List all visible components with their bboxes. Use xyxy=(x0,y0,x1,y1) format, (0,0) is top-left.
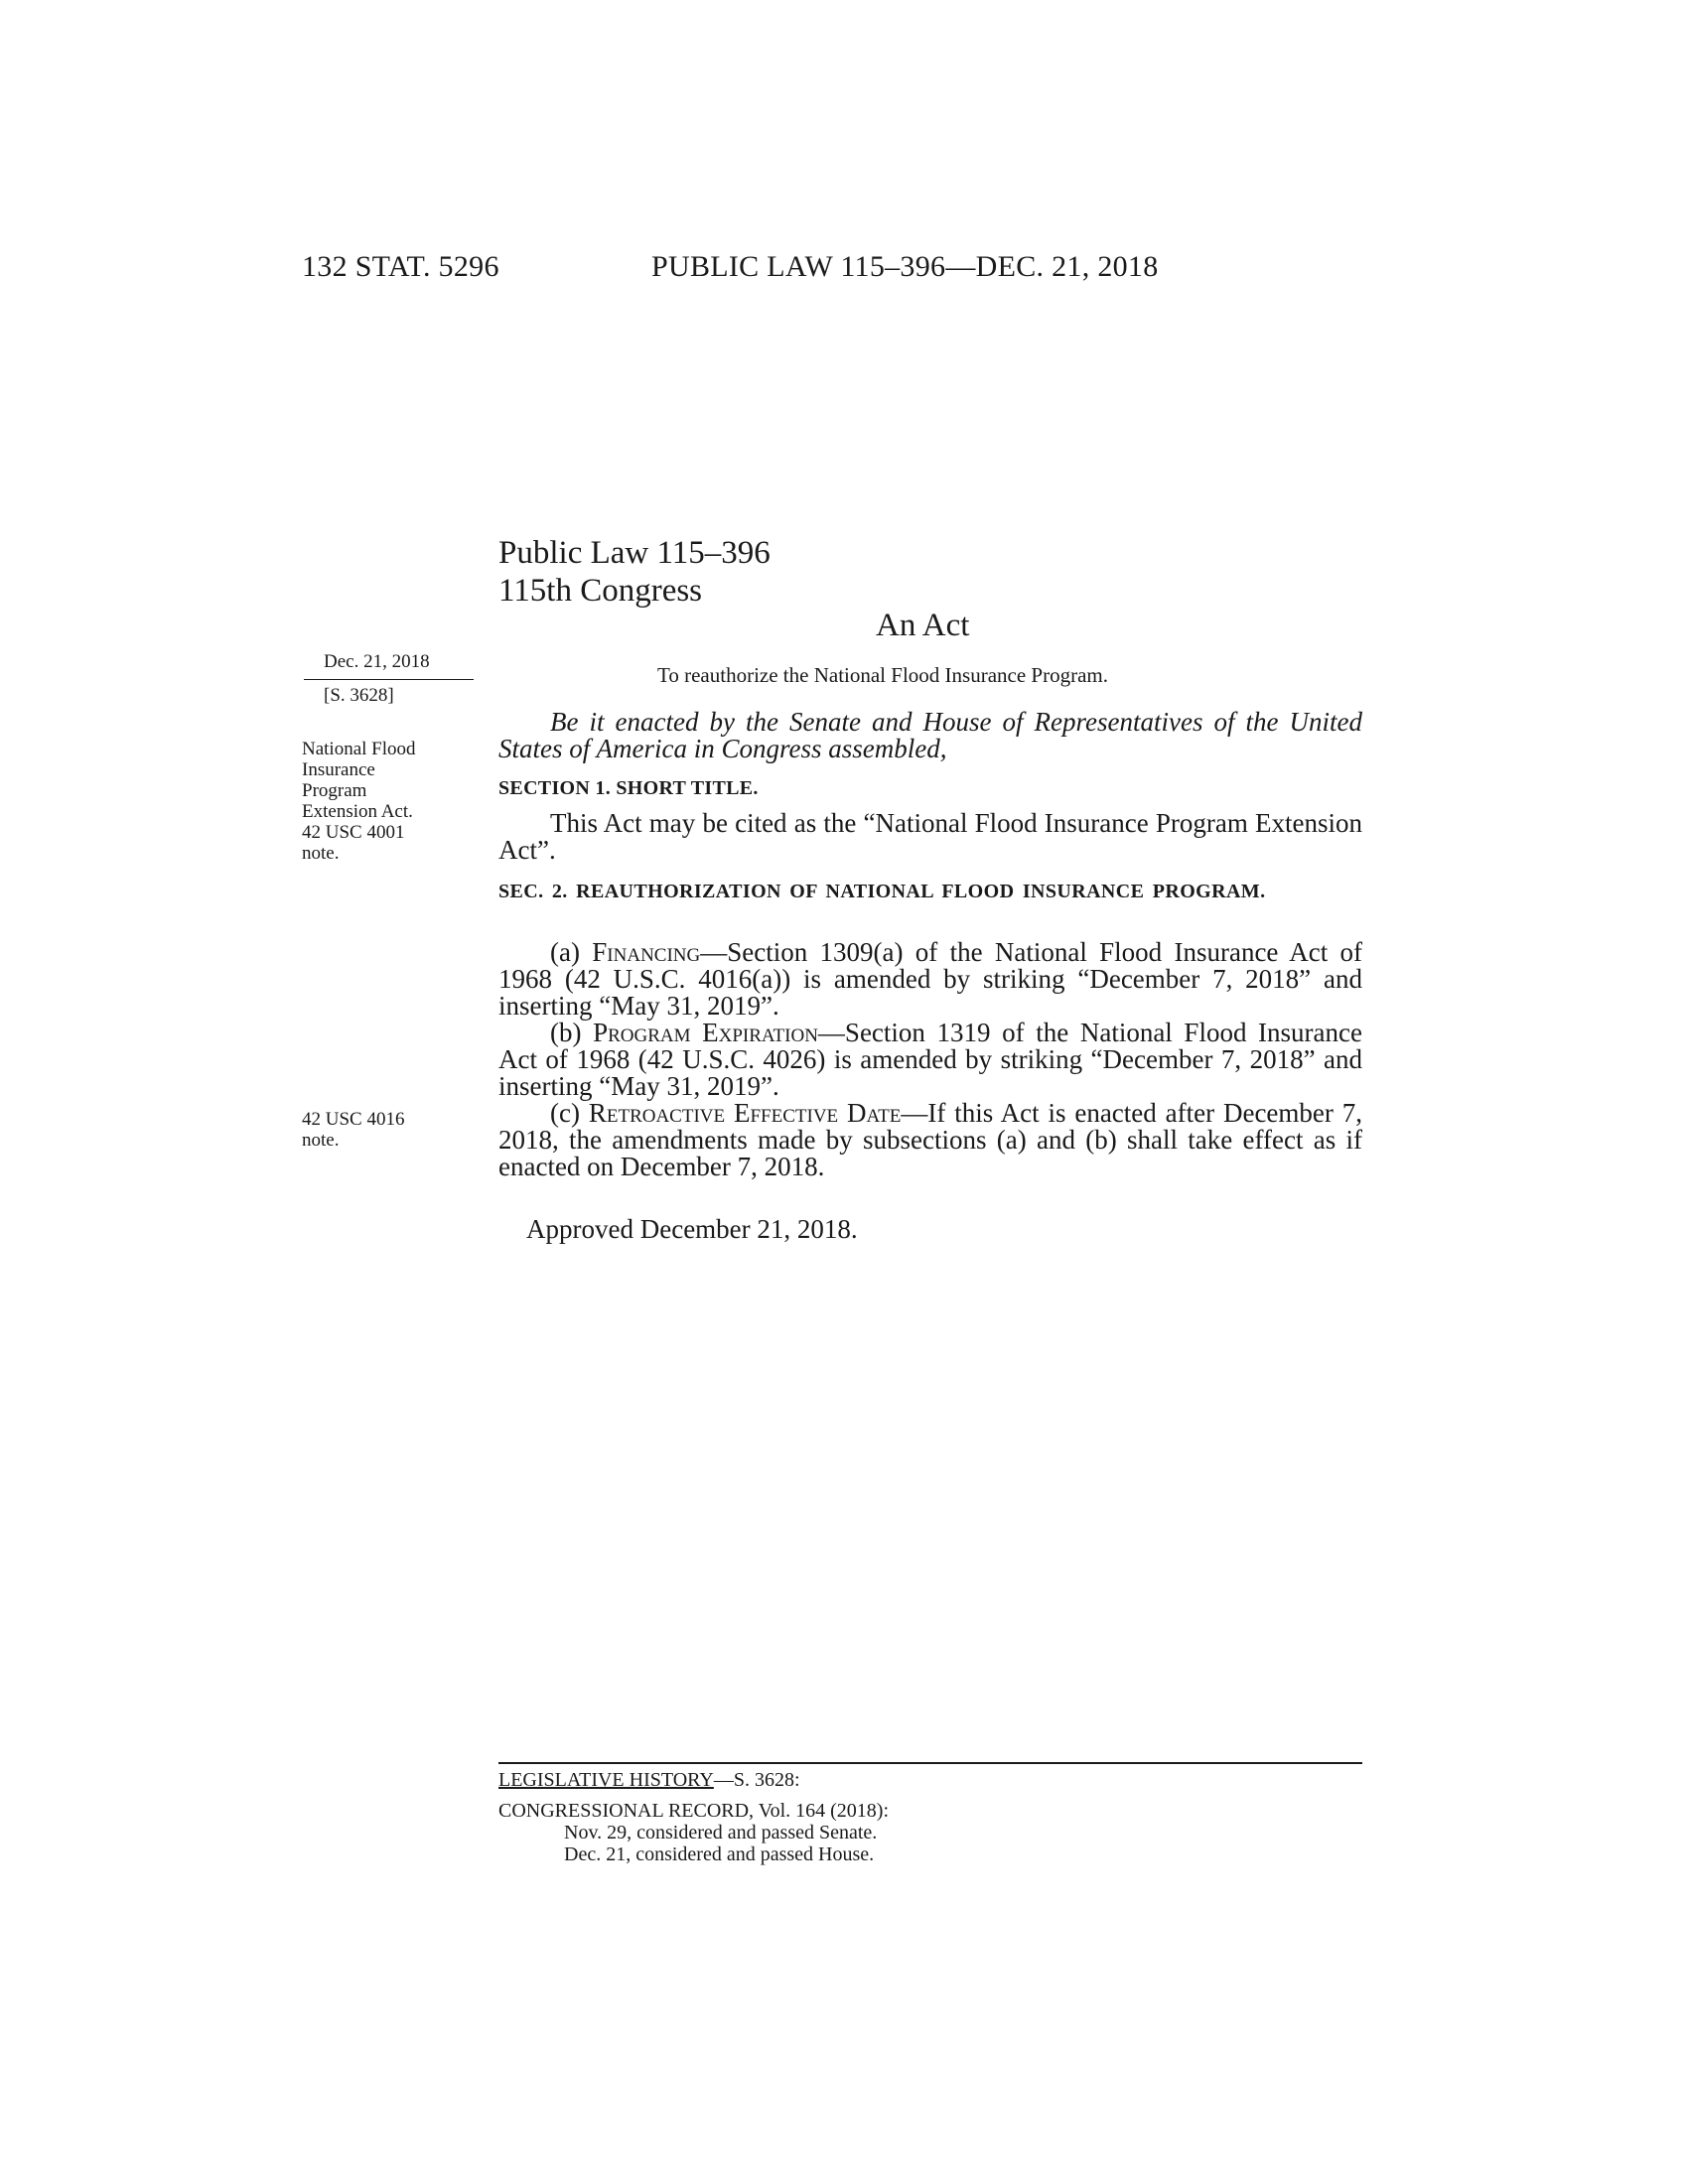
subsection-b xyxy=(498,1020,1362,1100)
section-1-body xyxy=(498,810,1362,864)
margin-note-line: 42 USC 4001 xyxy=(302,822,405,843)
subsection-b-label: (b) xyxy=(550,1018,582,1047)
legislative-history-bill: —S. 3628: xyxy=(713,1769,800,1791)
stat-citation: 132 STAT. 5296 xyxy=(302,250,499,283)
margin-note-line: Program xyxy=(302,780,367,801)
footnote-divider xyxy=(498,1762,1362,1764)
margin-note-short-title xyxy=(302,739,416,864)
subsection-a-text: —Section 1309(a) of the National Flood Insurance Act of 1968 (42 U.S.C. 4016(a)) is amended by striking “December 7, 2018” and inserting “May 31, 2019”. xyxy=(498,937,1362,1021)
section-2-subsections xyxy=(498,939,1362,1180)
legislative-history-title xyxy=(498,1769,800,1791)
subsection-a-label: (a) xyxy=(550,937,580,967)
subsection-a-heading: Financing xyxy=(592,937,701,967)
margin-note-line: National Flood xyxy=(302,739,416,759)
legislative-history-label: LEGISLATIVE HISTORY xyxy=(498,1769,714,1791)
congressional-record: CONGRESSIONAL RECORD, Vol. 164 (2018): xyxy=(498,1800,889,1822)
approval-date: Approved December 21, 2018. xyxy=(526,1214,858,1244)
public-law-title-block xyxy=(498,534,771,610)
enacting-clause xyxy=(498,709,1362,762)
margin-note-line: note. xyxy=(302,843,340,864)
subsection-c-label: (c) xyxy=(550,1098,580,1128)
margin-note-line: note. xyxy=(302,1130,340,1151)
margin-note-line: Extension Act. xyxy=(302,801,413,822)
subsection-b-text: —Section 1319 of the National Flood Insurance Act of 1968 (42 U.S.C. 4026) is amended by striking “December 7, 2018” and inserting “May 31, 2019”. xyxy=(498,1018,1362,1101)
margin-note-line: Insurance xyxy=(302,759,375,780)
running-title: PUBLIC LAW 115–396—DEC. 21, 2018 xyxy=(651,250,1159,283)
margin-date: Dec. 21, 2018 xyxy=(324,651,430,672)
an-act-heading: An Act xyxy=(876,608,970,643)
public-law-number: Public Law 115–396 xyxy=(498,535,771,571)
margin-bill-number: [S. 3628] xyxy=(324,685,394,706)
subsection-c-heading: Retroactive Effective Date xyxy=(588,1098,902,1128)
congress-number: 115th Congress xyxy=(498,573,703,609)
section-1-heading: SECTION 1. SHORT TITLE. xyxy=(498,777,759,799)
history-action: Nov. 29, considered and passed Senate. xyxy=(564,1822,878,1843)
act-purpose: To reauthorize the National Flood Insurance Program. xyxy=(657,663,1108,687)
enacting-clause-text: Be it enacted by the Senate and House of Representatives of the United States of America in Congress assembled, xyxy=(498,707,1362,763)
margin-divider xyxy=(304,679,474,680)
section-2-heading: SEC. 2. REAUTHORIZATION OF NATIONAL FLOOD INSURANCE PROGRAM. xyxy=(498,881,1266,902)
history-action: Dec. 21, considered and passed House. xyxy=(564,1843,875,1865)
margin-note-effective-date xyxy=(302,1109,404,1151)
section-1-text: This Act may be cited as the “National Flood Insurance Program Extension Act”. xyxy=(498,808,1362,865)
subsection-a xyxy=(498,939,1362,1020)
margin-note-line: 42 USC 4016 xyxy=(302,1109,405,1130)
subsection-c-text: —If this Act is enacted after December 7, 2018, the amendments made by subsections (a) and (b) shall take effect as if enacted on December 7, 2018. xyxy=(498,1098,1363,1181)
subsection-b-heading: Program Expiration xyxy=(593,1018,818,1047)
subsection-c xyxy=(498,1100,1362,1180)
